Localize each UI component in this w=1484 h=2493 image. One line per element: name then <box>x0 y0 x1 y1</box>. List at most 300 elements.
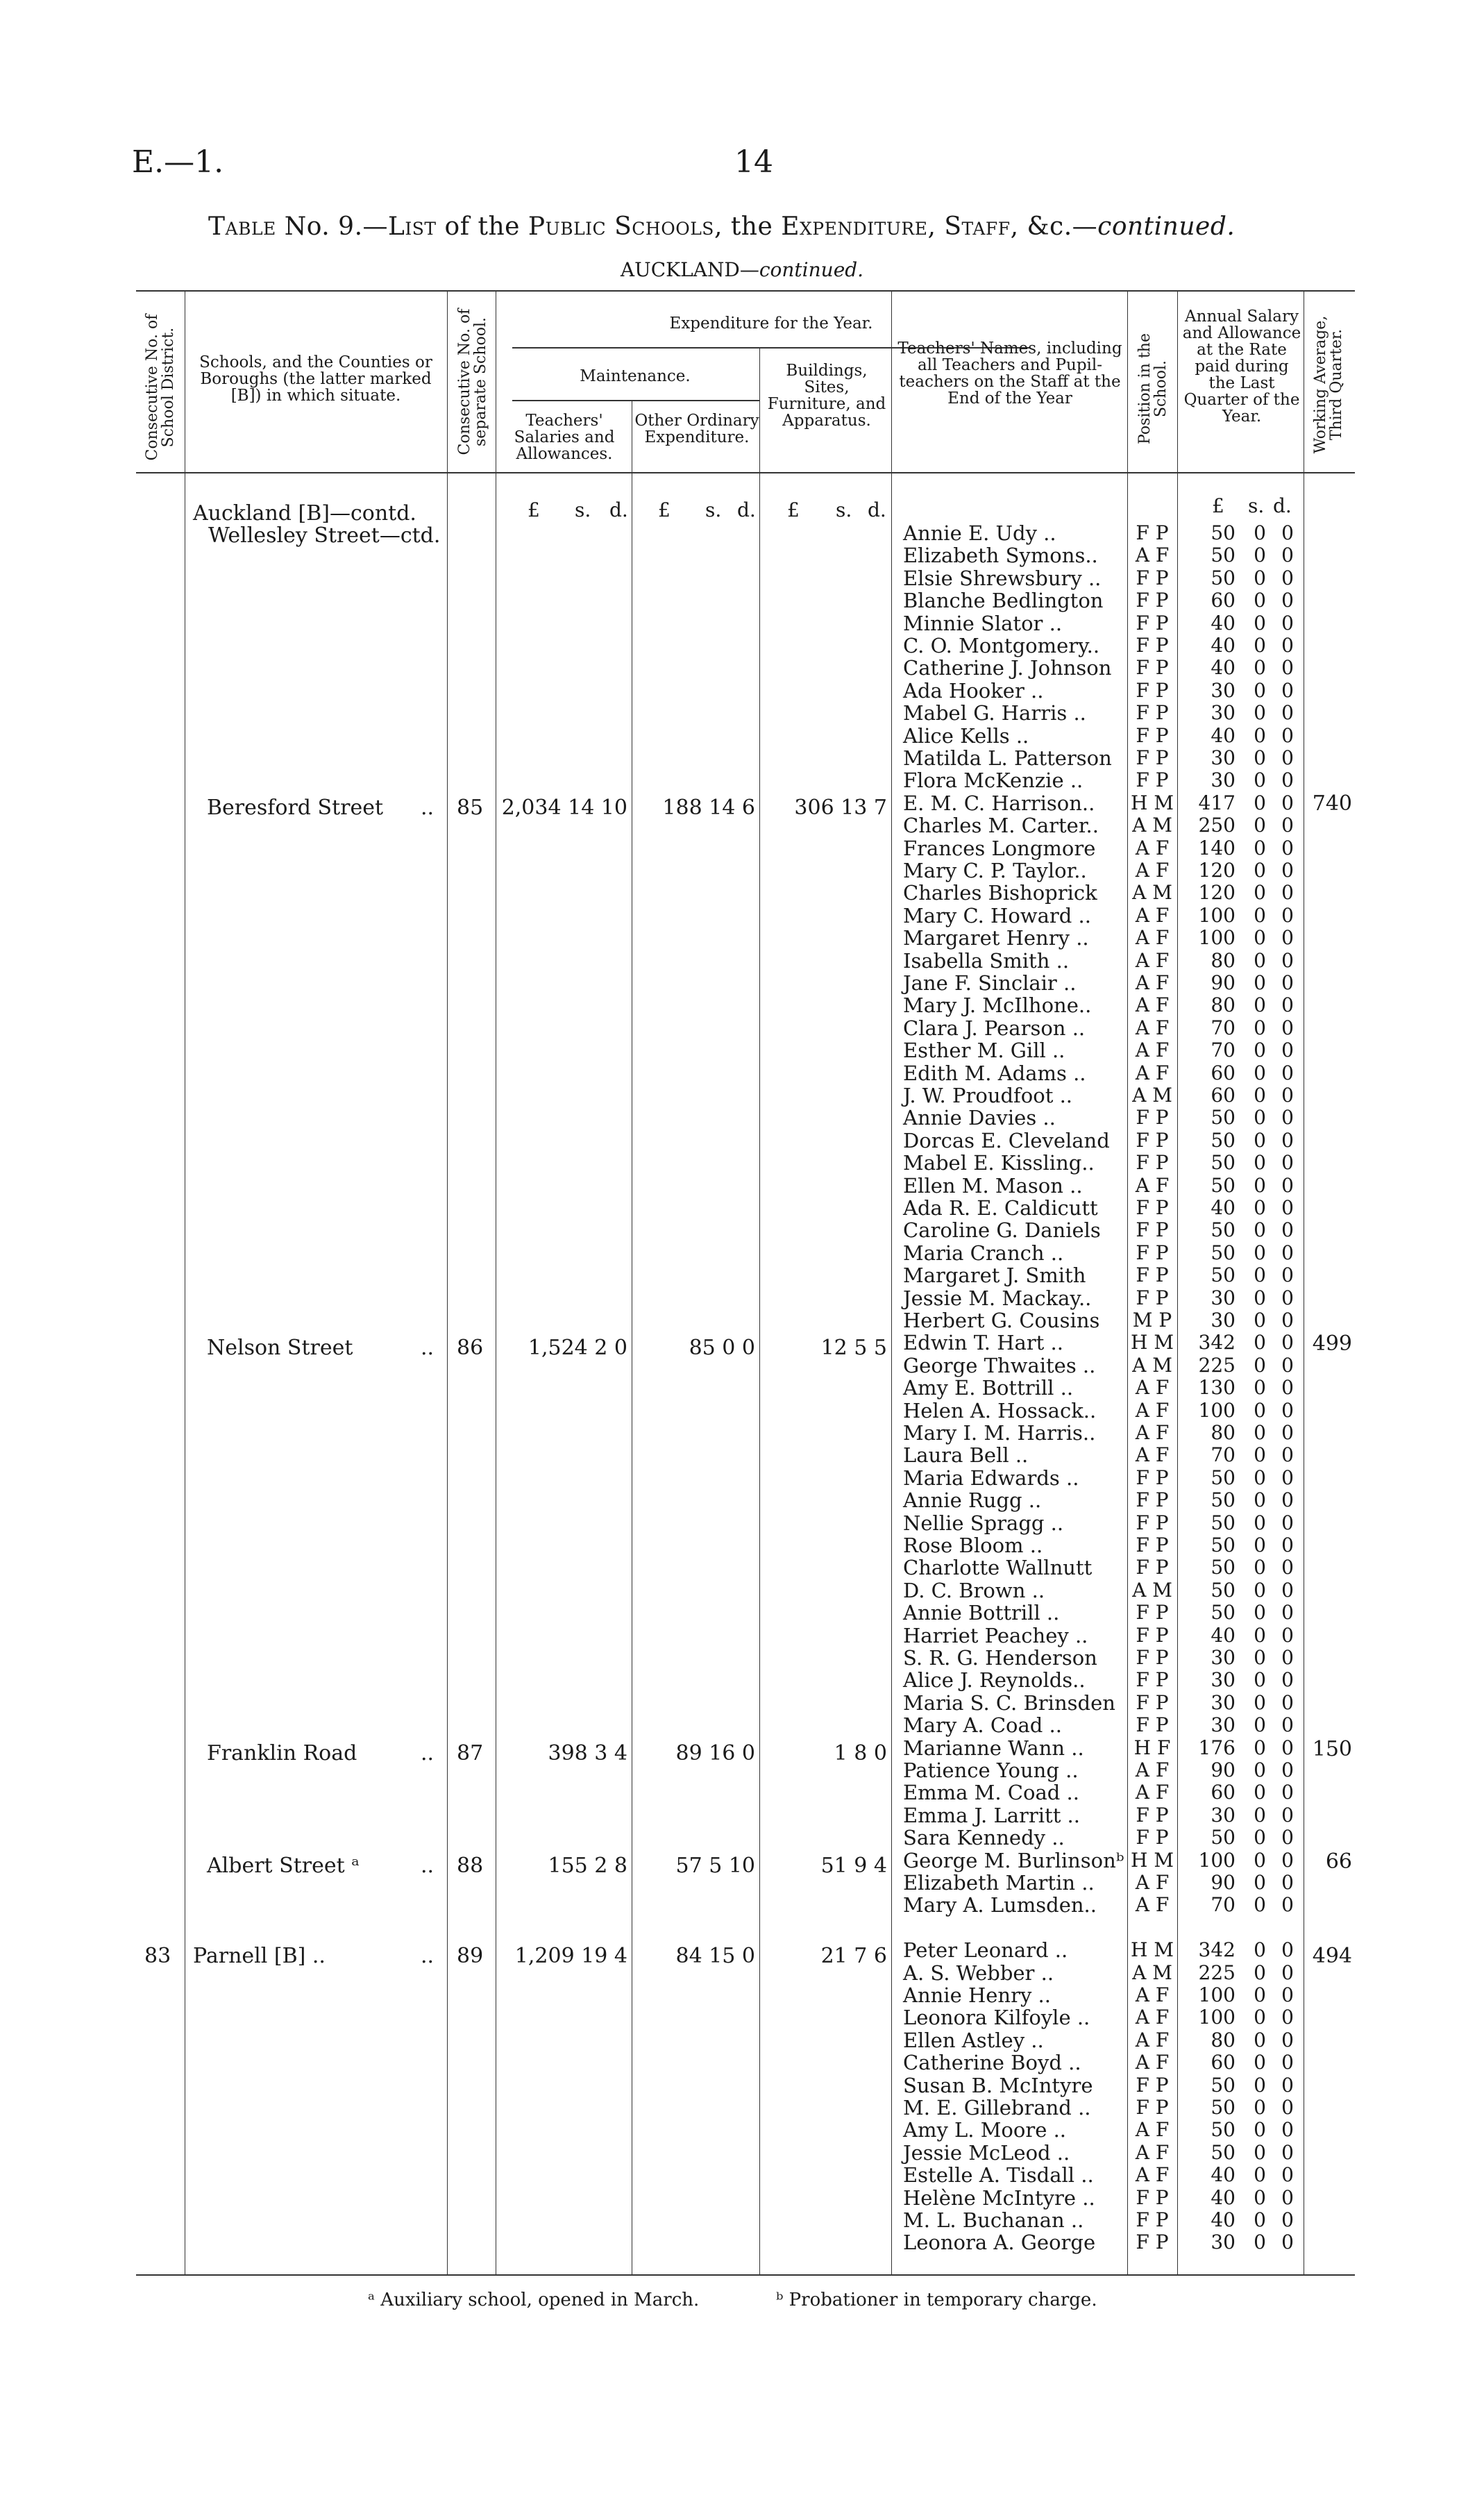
teacher-name: Nellie Spragg .. <box>903 1511 1064 1535</box>
teacher-salary-pence: 0 <box>1281 993 1294 1016</box>
teacher-salary-pounds: 60 <box>1211 589 1236 612</box>
teacher-salary-pounds: 30 <box>1211 769 1236 791</box>
teacher-salary-pounds: 70 <box>1211 1039 1236 1061</box>
title-part: Staff <box>944 212 1011 241</box>
teacher-position: F P <box>1136 634 1169 657</box>
teacher-salary-pence: 0 <box>1281 1084 1294 1107</box>
teacher-salary-pence: 0 <box>1281 1691 1294 1714</box>
teacher-position: F P <box>1136 679 1169 702</box>
teacher-salary-pounds: 50 <box>1211 566 1236 589</box>
teacher-name: Clara J. Pearson .. <box>903 1016 1086 1040</box>
unit-pence: d. <box>609 498 628 521</box>
school-no: 89 <box>457 1944 484 1968</box>
teacher-position: F P <box>1136 1264 1169 1286</box>
teacher-salary-shillings: 0 <box>1254 1736 1266 1759</box>
teacher-salary-pounds: 40 <box>1211 2163 1236 2186</box>
teacher-salary-pence: 0 <box>1281 1061 1294 1084</box>
school-dots: .. <box>421 1854 435 1878</box>
teacher-position: A F <box>1135 971 1170 994</box>
teacher-salary-shillings: 0 <box>1254 1511 1266 1534</box>
teacher-salary-shillings: 0 <box>1254 2231 1266 2253</box>
teacher-salary-shillings: 0 <box>1254 926 1266 949</box>
teacher-name: D. C. Brown .. <box>903 1579 1045 1602</box>
teacher-salary-pence: 0 <box>1281 971 1294 994</box>
title-part: No. 9.— <box>276 212 389 241</box>
teacher-salary-shillings: 0 <box>1254 1354 1266 1377</box>
school-other: 85 0 0 <box>689 1336 755 1360</box>
teacher-name: Ellen M. Mason .. <box>903 1174 1083 1198</box>
teacher-position: F P <box>1136 2231 1169 2253</box>
teacher-salary-shillings: 0 <box>1254 1084 1266 1107</box>
teacher-salary-shillings: 0 <box>1254 521 1266 544</box>
teacher-salary-pounds: 40 <box>1211 1624 1236 1647</box>
teacher-name: M. E. Gillebrand .. <box>903 2096 1091 2120</box>
teacher-salary-shillings: 0 <box>1254 1668 1266 1691</box>
teacher-name: Esther M. Gill .. <box>903 1039 1065 1062</box>
teacher-salary-pence: 0 <box>1281 1804 1294 1827</box>
school-buildings: 51 9 4 <box>820 1854 887 1878</box>
teacher-name: Catherine Boyd .. <box>903 2051 1081 2074</box>
teacher-name: Leonora A. George <box>903 2231 1096 2254</box>
teacher-salary-pounds: 40 <box>1211 2208 1236 2231</box>
teacher-name: Elizabeth Symons.. <box>903 544 1098 567</box>
teacher-position: F P <box>1136 521 1169 544</box>
teacher-name: Maria Cranch .. <box>903 1241 1064 1265</box>
teacher-salary-shillings: 0 <box>1254 1399 1266 1422</box>
teacher-salary-pence: 0 <box>1281 2186 1294 2209</box>
rule-header-bottom <box>136 472 1355 473</box>
teacher-position: A F <box>1135 1758 1170 1781</box>
teacher-salary-pounds: 50 <box>1211 1511 1236 1534</box>
teacher-salary-pounds: 417 <box>1198 791 1236 814</box>
teacher-salary-pounds: 40 <box>1211 2186 1236 2209</box>
school-name: Parnell [B] .. <box>193 1944 326 1968</box>
teacher-salary-pounds: 50 <box>1211 521 1236 544</box>
teacher-salary-pence: 0 <box>1281 521 1294 544</box>
teacher-salary-pounds: 50 <box>1211 1466 1236 1489</box>
teacher-position: A F <box>1135 949 1170 972</box>
teacher-salary-shillings: 0 <box>1254 1556 1266 1579</box>
teacher-salary-pounds: 130 <box>1198 1376 1236 1399</box>
rule-top <box>136 290 1355 292</box>
teacher-salary-pounds: 30 <box>1211 2231 1236 2253</box>
teacher-salary-pence: 0 <box>1281 656 1294 679</box>
teacher-salary-pence: 0 <box>1281 2051 1294 2074</box>
teacher-salary-pounds: 90 <box>1211 1758 1236 1781</box>
teacher-salary-pounds: 50 <box>1211 1534 1236 1556</box>
teacher-salary-shillings: 0 <box>1254 881 1266 904</box>
school-buildings: 1 8 0 <box>834 1741 887 1765</box>
teacher-position: A M <box>1132 1961 1172 1984</box>
col-rule <box>1177 290 1178 2274</box>
teacher-name: Mary A. Coad .. <box>903 1713 1062 1737</box>
teacher-salary-pounds: 50 <box>1211 1129 1236 1152</box>
teacher-position: A F <box>1135 544 1170 566</box>
teacher-salary-pounds: 50 <box>1211 1151 1236 1174</box>
teacher-name: Susan B. McIntyre <box>903 2074 1093 2097</box>
teacher-name: Alice Kells .. <box>903 724 1029 748</box>
teacher-salary-shillings: 0 <box>1254 1241 1266 1264</box>
teacher-salary-shillings: 0 <box>1254 949 1266 972</box>
teacher-name: Amy L. Moore .. <box>903 2118 1067 2142</box>
teacher-name: A. S. Webber .. <box>903 1961 1054 1985</box>
school-average: 494 <box>1312 1944 1352 1968</box>
teacher-position: F P <box>1136 1804 1169 1827</box>
teacher-name: Marianne Wann .. <box>903 1736 1084 1760</box>
teacher-salary-shillings: 0 <box>1254 1713 1266 1736</box>
teacher-name: Matilda L. Patterson <box>903 746 1112 770</box>
table-subtitle <box>0 258 1484 281</box>
teacher-salary-pounds: 40 <box>1211 1196 1236 1219</box>
teacher-position: A F <box>1135 904 1170 927</box>
header-average: Working Average, Third Quarter. <box>1312 315 1345 454</box>
teacher-salary-shillings: 0 <box>1254 1218 1266 1241</box>
teacher-name: S. R. G. Henderson <box>903 1646 1097 1670</box>
teacher-name: Charles Bishoprick <box>903 881 1097 905</box>
teacher-salary-pounds: 50 <box>1211 1826 1236 1849</box>
unit-pound: £ <box>528 498 540 521</box>
teacher-salary-shillings: 0 <box>1254 1264 1266 1286</box>
teacher-salary-pence: 0 <box>1281 634 1294 657</box>
teacher-salary-pence: 0 <box>1281 1286 1294 1309</box>
teacher-salary-shillings: 0 <box>1254 566 1266 589</box>
title-part: Table <box>208 212 276 241</box>
teacher-salary-pounds: 80 <box>1211 949 1236 972</box>
col-rule <box>759 347 760 2274</box>
teacher-name: Jessie McLeod .. <box>903 2141 1070 2165</box>
teacher-name: Leonora Kilfoyle .. <box>903 2006 1090 2029</box>
teacher-salary-pence: 0 <box>1281 1196 1294 1219</box>
teacher-salary-pounds: 30 <box>1211 1646 1236 1669</box>
teacher-salary-pence: 0 <box>1281 701 1294 724</box>
teacher-name: Annie Davies .. <box>903 1106 1056 1130</box>
school-other: 188 14 6 <box>662 796 755 820</box>
teacher-name: Charles M. Carter.. <box>903 814 1099 837</box>
school-salaries: 1,524 2 0 <box>528 1336 627 1360</box>
teacher-salary-pounds: 100 <box>1198 2006 1236 2029</box>
teacher-salary-pounds: 50 <box>1211 1488 1236 1511</box>
teacher-salary-pounds: 50 <box>1211 2118 1236 2141</box>
teacher-salary-pence: 0 <box>1281 1354 1294 1377</box>
teacher-name: Ada Hooker .. <box>903 679 1044 703</box>
teacher-position: F P <box>1136 724 1169 747</box>
teacher-salary-shillings: 0 <box>1254 634 1266 657</box>
teacher-position: M P <box>1132 1309 1172 1332</box>
teacher-salary-pounds: 30 <box>1211 746 1236 769</box>
teacher-salary-pence: 0 <box>1281 2141 1294 2164</box>
teacher-position: H M <box>1131 791 1174 814</box>
teacher-name: C. O. Montgomery.. <box>903 634 1100 657</box>
teacher-salary-shillings: 0 <box>1254 1624 1266 1647</box>
teacher-salary-pounds: 100 <box>1198 1399 1236 1422</box>
teacher-salary-pounds: 80 <box>1211 1421 1236 1444</box>
teacher-salary-shillings: 0 <box>1254 746 1266 769</box>
school-buildings: 306 13 7 <box>794 796 887 820</box>
teacher-salary-pence: 0 <box>1281 814 1294 837</box>
teacher-position: A F <box>1135 1376 1170 1399</box>
teacher-position: F P <box>1136 1826 1169 1849</box>
teacher-salary-pence: 0 <box>1281 1871 1294 1894</box>
teacher-salary-pence: 0 <box>1281 1646 1294 1669</box>
teacher-position: A F <box>1135 1443 1170 1466</box>
school-average: 499 <box>1312 1332 1352 1356</box>
teacher-name: Mabel E. Kissling.. <box>903 1151 1095 1175</box>
teacher-name: Alice J. Reynolds.. <box>903 1668 1086 1692</box>
teacher-salary-pence: 0 <box>1281 1511 1294 1534</box>
teacher-position: A F <box>1135 2163 1170 2186</box>
teacher-name: E. M. C. Harrison.. <box>903 791 1095 815</box>
schools-table <box>136 290 1355 2274</box>
teacher-salary-pounds: 30 <box>1211 1804 1236 1827</box>
rule-maint-sub <box>512 400 759 401</box>
teacher-salary-pence: 0 <box>1281 566 1294 589</box>
unit-shilling: s. <box>836 498 852 521</box>
teacher-position: A M <box>1132 881 1172 904</box>
teacher-salary-pence: 0 <box>1281 1826 1294 1849</box>
teacher-salary-shillings: 0 <box>1254 1488 1266 1511</box>
teacher-salary-pounds: 342 <box>1198 1331 1236 1354</box>
teacher-salary-pounds: 40 <box>1211 634 1236 657</box>
footnote-a: ᵃ Auxiliary school, opened in March. <box>368 2290 700 2310</box>
teacher-salary-pence: 0 <box>1281 837 1294 859</box>
school-name: Albert Street ᵃ <box>207 1854 360 1878</box>
teacher-salary-pounds: 120 <box>1198 881 1236 904</box>
teacher-salary-pence: 0 <box>1281 1309 1294 1332</box>
teacher-salary-shillings: 0 <box>1254 993 1266 1016</box>
school-dots: .. <box>421 796 435 820</box>
teacher-name: Elsie Shrewsbury .. <box>903 566 1102 590</box>
teacher-name: Emma M. Coad .. <box>903 1781 1079 1804</box>
teacher-position: A F <box>1135 1016 1170 1039</box>
teacher-position: A F <box>1135 1061 1170 1084</box>
teacher-position: A M <box>1132 1084 1172 1107</box>
teacher-salary-shillings: 0 <box>1254 679 1266 702</box>
teacher-position: F P <box>1136 1488 1169 1511</box>
title-part: of the <box>436 212 528 241</box>
teacher-position: A F <box>1135 2141 1170 2164</box>
teacher-position: F P <box>1136 701 1169 724</box>
teacher-salary-shillings: 0 <box>1254 971 1266 994</box>
teacher-salary-pence: 0 <box>1281 1376 1294 1399</box>
teacher-salary-shillings: 0 <box>1254 1849 1266 1872</box>
teacher-salary-pounds: 70 <box>1211 1443 1236 1466</box>
teacher-name: Dorcas E. Cleveland <box>903 1129 1110 1152</box>
teacher-salary-shillings: 0 <box>1254 1174 1266 1197</box>
teacher-salary-shillings: 0 <box>1254 1129 1266 1152</box>
title-part: , the <box>714 212 782 241</box>
col-rule <box>447 290 448 2274</box>
header-teachers: Teachers' Names, including all Teachers and Pupil-teachers on the Staff at the End of the Year <box>897 339 1122 408</box>
teacher-name: Harriet Peachey .. <box>903 1624 1088 1647</box>
teacher-salary-pence: 0 <box>1281 791 1294 814</box>
teacher-position: A F <box>1135 2006 1170 2029</box>
teacher-position: F P <box>1136 1151 1169 1174</box>
teacher-salary-pence: 0 <box>1281 1016 1294 1039</box>
teacher-name: George M. Burlinsonᵇ <box>903 1849 1124 1872</box>
teacher-salary-pounds: 30 <box>1211 1668 1236 1691</box>
teacher-salary-pounds: 140 <box>1198 837 1236 859</box>
teacher-salary-pence: 0 <box>1281 2074 1294 2097</box>
teacher-position: F P <box>1136 2208 1169 2231</box>
table-title <box>208 212 1235 241</box>
unit-pence: d. <box>868 498 886 521</box>
teacher-salary-pence: 0 <box>1281 544 1294 566</box>
teacher-name: Mary C. P. Taylor.. <box>903 859 1087 882</box>
teacher-name: Margaret J. Smith <box>903 1264 1086 1287</box>
teacher-salary-pence: 0 <box>1281 2231 1294 2253</box>
teacher-salary-shillings: 0 <box>1254 1804 1266 1827</box>
teacher-name: J. W. Proudfoot .. <box>903 1084 1073 1107</box>
teacher-name: Emma J. Larritt .. <box>903 1804 1080 1827</box>
teacher-position: H M <box>1131 1849 1174 1872</box>
teacher-salary-pence: 0 <box>1281 1218 1294 1241</box>
teacher-salary-pounds: 60 <box>1211 2051 1236 2074</box>
school-no: 88 <box>457 1854 484 1878</box>
teacher-position: F P <box>1136 1624 1169 1647</box>
school-average: 740 <box>1312 791 1352 816</box>
teacher-position: A F <box>1135 837 1170 859</box>
teacher-salary-pence: 0 <box>1281 1556 1294 1579</box>
teacher-salary-pence: 0 <box>1281 904 1294 927</box>
col-rule <box>1127 290 1128 2274</box>
teacher-salary-pounds: 100 <box>1198 1983 1236 2006</box>
school-dots: .. <box>421 1944 435 1968</box>
teacher-salary-shillings: 0 <box>1254 859 1266 882</box>
teacher-salary-pounds: 50 <box>1211 1601 1236 1624</box>
teacher-salary-pounds: 80 <box>1211 993 1236 1016</box>
header-expenditure: Expenditure for the Year. <box>669 314 873 333</box>
teacher-position: F P <box>1136 1601 1169 1624</box>
teacher-name: Herbert G. Cousins <box>903 1309 1100 1332</box>
teacher-position: F P <box>1136 769 1169 791</box>
school-salaries: 1,209 19 4 <box>514 1944 627 1968</box>
teacher-salary-shillings: 0 <box>1254 2141 1266 2164</box>
teacher-salary-shillings: 0 <box>1254 1151 1266 1174</box>
unit-pence: d. <box>737 498 756 521</box>
teacher-salary-shillings: 0 <box>1254 1826 1266 1849</box>
footnote-b: ᵇ Probationer in temporary charge. <box>776 2290 1097 2310</box>
teacher-salary-shillings: 0 <box>1254 2006 1266 2029</box>
teacher-salary-pence: 0 <box>1281 1174 1294 1197</box>
teacher-position: A F <box>1135 1399 1170 1422</box>
teacher-position: A F <box>1135 1893 1170 1916</box>
teacher-salary-pence: 0 <box>1281 1713 1294 1736</box>
header-salary: Annual Salary and Allowance at the Rate paid during the Last Quarter of the Year. <box>1182 308 1301 426</box>
teacher-position: F P <box>1136 1218 1169 1241</box>
unit-shilling: s. <box>575 498 591 521</box>
teacher-salary-pounds: 50 <box>1211 1579 1236 1602</box>
header-buildings: Buildings, Sites, Furniture, and Apparatus. <box>767 362 886 430</box>
teacher-name: Annie E. Udy .. <box>903 521 1056 545</box>
school-no: 86 <box>457 1336 484 1360</box>
teacher-salary-pence: 0 <box>1281 1849 1294 1872</box>
teacher-salary-pence: 0 <box>1281 2118 1294 2141</box>
teacher-position: F P <box>1136 2186 1169 2209</box>
teacher-salary-pounds: 120 <box>1198 859 1236 882</box>
teacher-salary-pounds: 30 <box>1211 679 1236 702</box>
teacher-name: M. L. Buchanan .. <box>903 2208 1084 2232</box>
teacher-salary-shillings: 0 <box>1254 1106 1266 1129</box>
teacher-salary-pounds: 70 <box>1211 1016 1236 1039</box>
teacher-name: Minnie Slator .. <box>903 612 1063 635</box>
teacher-position: A F <box>1135 926 1170 949</box>
teacher-salary-pounds: 100 <box>1198 926 1236 949</box>
teacher-name: Helen A. Hossack.. <box>903 1399 1097 1422</box>
teacher-salary-pounds: 40 <box>1211 724 1236 747</box>
teacher-salary-shillings: 0 <box>1254 791 1266 814</box>
header-district-no: Consecutive No. of School District. <box>144 314 177 461</box>
school-no: 87 <box>457 1741 484 1765</box>
teacher-salary-pence: 0 <box>1281 769 1294 791</box>
teacher-position: F P <box>1136 1129 1169 1152</box>
teacher-salary-shillings: 0 <box>1254 2051 1266 2074</box>
teacher-salary-pence: 0 <box>1281 1241 1294 1264</box>
teacher-position: F P <box>1136 1713 1169 1736</box>
teacher-salary-pence: 0 <box>1281 1961 1294 1984</box>
teacher-position: F P <box>1136 1241 1169 1264</box>
teacher-salary-shillings: 0 <box>1254 1871 1266 1894</box>
teacher-salary-pounds: 60 <box>1211 1061 1236 1084</box>
teacher-salary-pounds: 70 <box>1211 1893 1236 1916</box>
teacher-salary-pence: 0 <box>1281 1151 1294 1174</box>
teacher-salary-pence: 0 <box>1281 859 1294 882</box>
teacher-position: F P <box>1136 1534 1169 1556</box>
header-other: Other Ordinary Expenditure. <box>634 412 759 446</box>
teacher-name: Caroline G. Daniels <box>903 1218 1101 1242</box>
header-salaries: Teachers' Salaries and Allowances. <box>514 412 615 463</box>
teacher-name: Laura Bell .. <box>903 1443 1029 1467</box>
teacher-salary-pence: 0 <box>1281 1534 1294 1556</box>
teacher-salary-shillings: 0 <box>1254 1196 1266 1219</box>
teacher-salary-pence: 0 <box>1281 1443 1294 1466</box>
teacher-position: A F <box>1135 1039 1170 1061</box>
teacher-name: Mary J. McIlhone.. <box>903 993 1092 1017</box>
teacher-salary-shillings: 0 <box>1254 904 1266 927</box>
teacher-position: A F <box>1135 2029 1170 2051</box>
teacher-salary-pence: 0 <box>1281 1264 1294 1286</box>
teacher-name: Maria S. C. Brinsden <box>903 1691 1115 1715</box>
teacher-salary-shillings: 0 <box>1254 1893 1266 1916</box>
teacher-salary-pounds: 90 <box>1211 1871 1236 1894</box>
teacher-salary-shillings: 0 <box>1254 1421 1266 1444</box>
teacher-salary-pence: 0 <box>1281 724 1294 747</box>
school-other: 84 15 0 <box>675 1944 755 1968</box>
teacher-salary-pounds: 50 <box>1211 544 1236 566</box>
teacher-salary-pounds: 60 <box>1211 1084 1236 1107</box>
teacher-salary-pence: 0 <box>1281 1781 1294 1804</box>
teacher-salary-pence: 0 <box>1281 1129 1294 1152</box>
teacher-salary-shillings: 0 <box>1254 1938 1266 1961</box>
teacher-salary-shillings: 0 <box>1254 1781 1266 1804</box>
teacher-position: A F <box>1135 1871 1170 1894</box>
school-other: 89 16 0 <box>675 1741 755 1765</box>
teacher-name: Edith M. Adams .. <box>903 1061 1086 1085</box>
teacher-name: Amy E. Bottrill .. <box>903 1376 1074 1400</box>
teacher-salary-pence: 0 <box>1281 679 1294 702</box>
school-dots: .. <box>421 1741 435 1765</box>
teacher-salary-pounds: 50 <box>1211 1106 1236 1129</box>
teacher-salary-shillings: 0 <box>1254 2029 1266 2051</box>
school-name-2: Wellesley Street—ctd. <box>208 523 441 548</box>
teacher-salary-pence: 0 <box>1281 1736 1294 1759</box>
title-part: , <box>927 212 945 241</box>
teacher-salary-pence: 0 <box>1281 1488 1294 1511</box>
teacher-salary-pence: 0 <box>1281 746 1294 769</box>
teacher-salary-shillings: 0 <box>1254 2208 1266 2231</box>
teacher-salary-shillings: 0 <box>1254 656 1266 679</box>
teacher-position: H F <box>1133 1736 1171 1759</box>
teacher-salary-pounds: 50 <box>1211 2074 1236 2097</box>
